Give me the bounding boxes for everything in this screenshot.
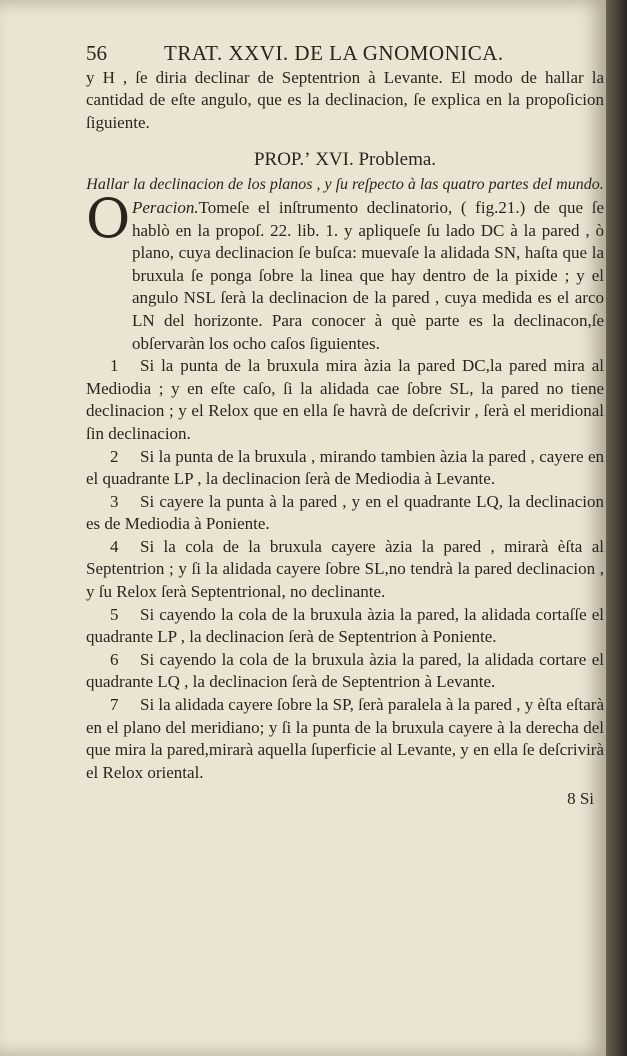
case-text: Si la punta de la bruxula , mirando tambien àzia la pared , cayere en el quadrante LP , la declinacion ſerà de Mediodia à Levante. <box>86 446 604 489</box>
running-title: TRAT. XXVI. DE LA GNOMONICA. <box>164 41 504 65</box>
intro-paragraph: y H , ſe diria declinar de Septentrion à Levante. El modo de hallar la cantidad de eſte angulo, que es la declinacion, ſe explica en la propoſicion ſiguiente. <box>86 67 604 132</box>
case-text: Si cayendo la cola de la bruxula àzia la pared, la alidada cortaſſe el quadrante LP , la declinacion ſerà de Septentrion à Poniente. <box>86 604 604 647</box>
case-number: 1 <box>110 356 119 376</box>
case-6 <box>86 649 604 694</box>
catchword: 8 Si <box>567 789 594 809</box>
operation-label: Peracion. <box>132 197 199 217</box>
page-text <box>86 42 604 811</box>
case-2 <box>86 446 604 491</box>
page-number: 56 <box>86 41 107 65</box>
case-number: 4 <box>110 536 119 556</box>
case-5 <box>86 604 604 649</box>
case-number: 5 <box>110 604 119 624</box>
case-text: Si la punta de la bruxula mira àzia la pared DC,la pared mira al Mediodia ; y en eſte caſo, ſi la alidada cae ſobre SL, la pared no tiene declinacion ; y el Relox que en ella ſe havrà de deſcrivir , ſerà el meridional ſin declinacion. <box>86 356 604 443</box>
drop-cap: O <box>86 186 131 250</box>
case-number: 2 <box>110 446 119 466</box>
proposition-heading: PROP.ʼ XVI. Problema. <box>253 149 437 171</box>
case-number: 7 <box>110 695 119 715</box>
case-number: 6 <box>110 649 119 669</box>
running-header <box>86 42 604 65</box>
case-number: 3 <box>110 491 119 511</box>
operation-text: Tomeſe el inſtrumento declinatorio, ( fig.21.) de que ſe hablò en la propoſ. 22. lib. 1. y apliqueſe ſu lado DC à la pared , ò plano, cuya declinacion ſe buſca: muevaſe la alidada SN, haſta que la bruxula ſe ponga ſobre la linea que hay dentro de la pixide ; y el angulo NSL ſerà la declinacion de la pared , cuya medida es el arco LN del horizonte. Para conocer à què parte es la declinacon,ſe obſervaràn los ocho caſos ſiguientes. <box>132 197 604 353</box>
page-edge <box>606 0 627 1056</box>
case-4 <box>86 536 604 604</box>
case-7 <box>86 694 604 784</box>
proposition-subtitle: Hallar la declinacion de los planos , y ſu reſpecto à las quatro partes del mundo. <box>86 175 604 193</box>
case-3 <box>86 491 604 536</box>
case-text: Si la cola de la bruxula cayere àzia la pared , mirarà èſta al Septentrion ; y ſi la alidada cayere ſobre SL,no tendrà la pared declinacion , y ſu Relox ſerà Septentrional, no declinante. <box>86 536 604 602</box>
case-text: Si la alidada cayere ſobre la SP, ſerà paralela à la pared , y èſta eſtarà en el plano del meridiano; y ſi la punta de la bruxula cayere à la derecha del que mira la pared,mirarà aquella ſuperficie al Levante, y en ella ſe deſcrivirà el Relox oriental. <box>86 695 604 782</box>
case-1 <box>86 355 604 445</box>
case-text: Si cayendo la cola de la bruxula àzia la pared, la alidada cortare el quadrante LQ , la declinacion ſerà de Septentrion à Levante. <box>86 649 604 692</box>
case-text: Si cayere la punta à la pared , y en el quadrante LQ, la declinacion es de Mediodia à Poniente. <box>86 491 604 534</box>
operation-paragraph <box>86 186 604 355</box>
